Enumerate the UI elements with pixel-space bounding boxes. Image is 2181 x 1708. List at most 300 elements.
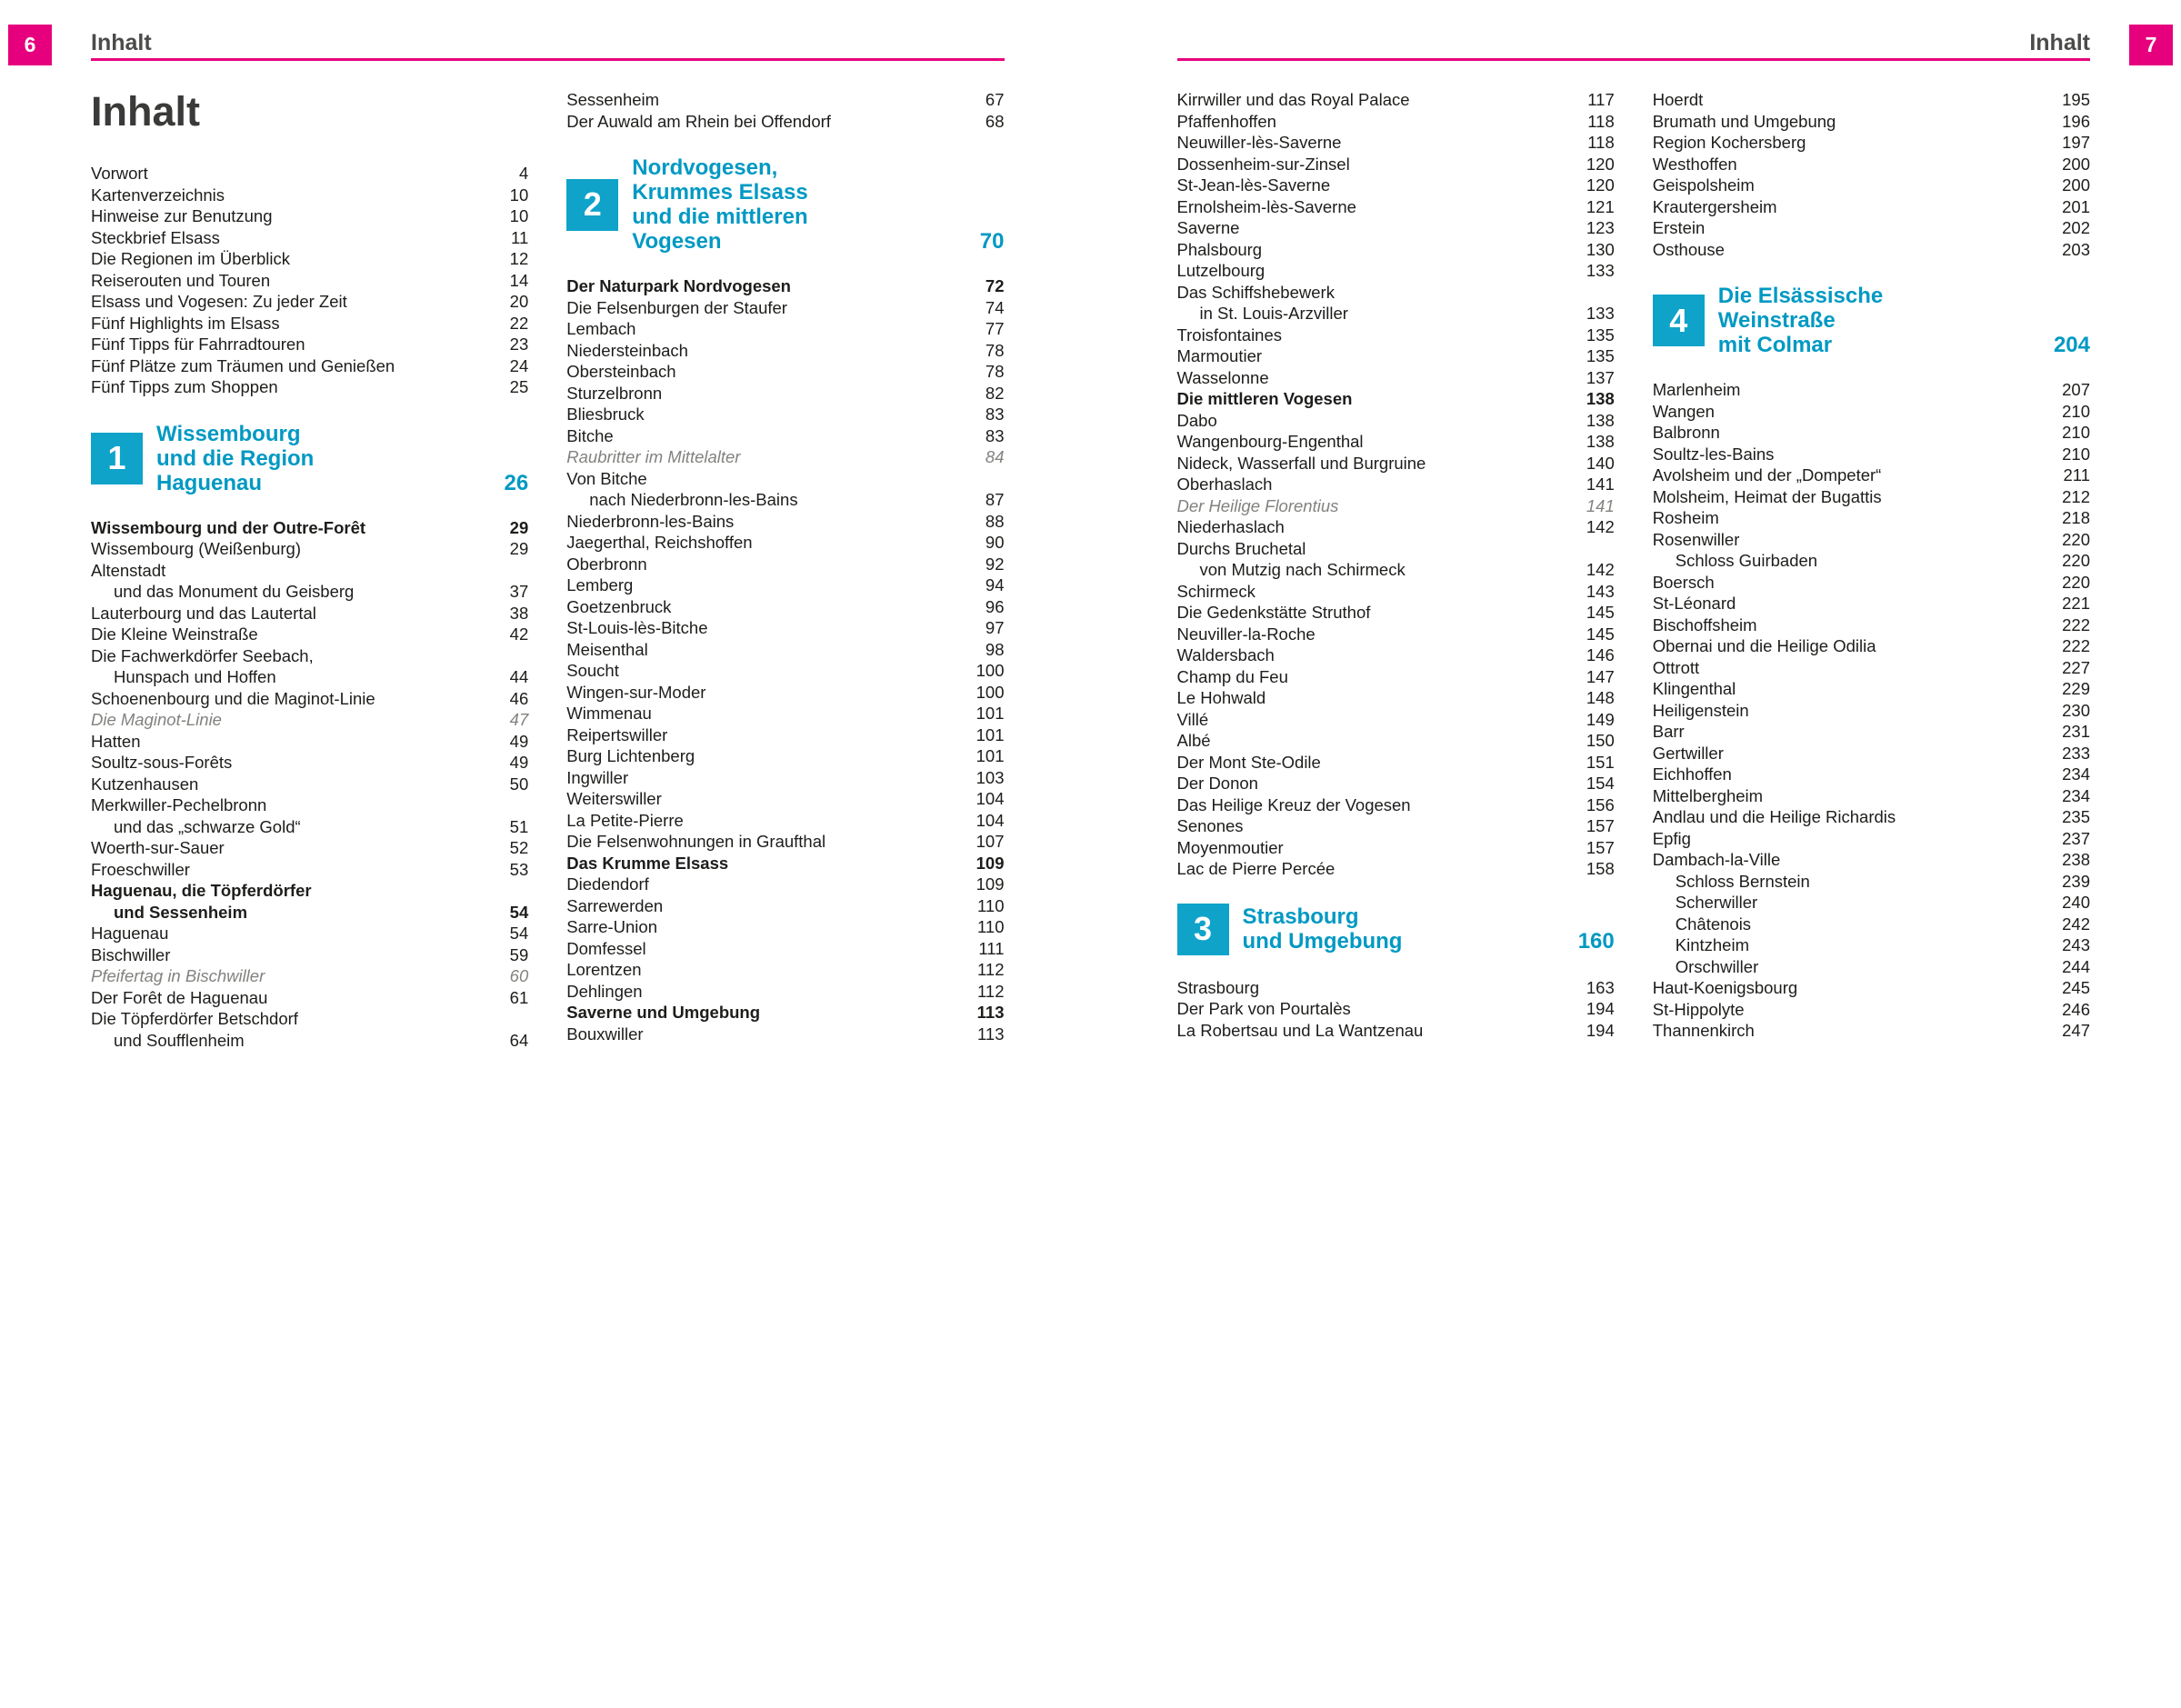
toc-entry-page: 78 bbox=[985, 362, 1005, 381]
toc-entry bbox=[1177, 644, 1615, 666]
toc-entry-title: Lorentzen bbox=[566, 960, 642, 979]
toc-entry-title: Châtenois bbox=[1675, 914, 1752, 934]
toc-entry bbox=[1177, 858, 1615, 880]
toc-entry-page: 111 bbox=[978, 938, 1005, 958]
toc-entry-title: Neuwiller-lès-Saverne bbox=[1176, 133, 1342, 152]
toc-entry-page: 92 bbox=[985, 554, 1005, 574]
toc-entry bbox=[566, 788, 1004, 810]
toc-entry-title: Der Auwald am Rhein bei Offendorf bbox=[566, 111, 831, 131]
toc-entry-title: Kirrwiller und das Royal Palace bbox=[1176, 90, 1410, 109]
toc-entry-title: Senones bbox=[1176, 816, 1244, 835]
toc-entry-title: Goetzenbruck bbox=[566, 596, 672, 616]
toc-entry-page: 60 bbox=[509, 966, 529, 985]
toc-entry-page: 145 bbox=[1586, 603, 1615, 622]
toc-entry-title: Marmoutier bbox=[1176, 346, 1263, 365]
toc-entry-title: Vorwort bbox=[91, 164, 148, 183]
toc-entry-page: 220 bbox=[2062, 572, 2090, 592]
toc-entry-title: Pfeifertag in Bischwiller bbox=[91, 966, 265, 985]
toc-entry bbox=[1177, 687, 1615, 709]
toc-entry-title: Oberhaslach bbox=[1176, 474, 1273, 494]
toc-entry-page: 83 bbox=[985, 425, 1005, 445]
toc-entry-page: 113 bbox=[977, 1024, 1005, 1044]
toc-entry bbox=[1177, 977, 1615, 999]
toc-entry bbox=[1177, 132, 1615, 154]
toc-entry-title: Elsass und Vogesen: Zu jeder Zeit bbox=[91, 292, 347, 311]
toc-entry-title: und das „schwarze Gold“ bbox=[114, 816, 301, 836]
toc-entry bbox=[91, 355, 528, 377]
toc-entry-page: 135 bbox=[1586, 325, 1615, 345]
toc-entry-page: 149 bbox=[1586, 709, 1615, 729]
toc-entry bbox=[91, 581, 528, 603]
toc-entry bbox=[1177, 794, 1615, 816]
toc-entry-page: 218 bbox=[2062, 508, 2090, 527]
toc-entry-page: 197 bbox=[2062, 133, 2090, 152]
toc-entry bbox=[566, 468, 1004, 490]
toc-entry bbox=[1177, 773, 1615, 794]
toc-entry-page: 142 bbox=[1586, 560, 1615, 579]
toc-entry-page: 53 bbox=[509, 859, 529, 879]
toc-entry bbox=[1653, 572, 2090, 594]
toc-entry-page: 147 bbox=[1586, 666, 1615, 686]
toc-entry-page: 143 bbox=[1586, 581, 1615, 601]
toc-entry-title: Schirmeck bbox=[1176, 581, 1256, 601]
toc-entry-title: Pfaffenhoffen bbox=[1176, 111, 1276, 131]
toc-entry bbox=[91, 291, 528, 313]
toc-entry-page: 51 bbox=[509, 816, 529, 836]
toc-entry-title: und Sessenheim bbox=[114, 902, 248, 922]
toc-entry-title: Der Donon bbox=[1176, 774, 1258, 793]
toc-entry-title: Woerth-sur-Sauer bbox=[91, 838, 225, 857]
toc-entry-page: 221 bbox=[2062, 594, 2090, 613]
toc-entry bbox=[1653, 806, 2090, 828]
toc-entry-page: 235 bbox=[2062, 807, 2090, 826]
toc-entry bbox=[91, 205, 528, 227]
toc-entry-title: Boersch bbox=[1652, 572, 1715, 592]
toc-entry bbox=[91, 774, 528, 795]
toc-entry bbox=[566, 596, 1004, 618]
section-title-line: Weinstraße bbox=[1717, 308, 1836, 333]
toc-entry bbox=[566, 511, 1004, 533]
toc-entry-page: 104 bbox=[975, 810, 1005, 830]
toc-entry-page: 141 bbox=[1586, 474, 1615, 494]
toc-entry-page: 200 bbox=[2062, 175, 2090, 195]
section-title bbox=[632, 155, 1004, 254]
toc-entry-title: Die Fachwerkdörfer Seebach, bbox=[91, 645, 314, 665]
toc-entry bbox=[1653, 914, 2090, 935]
toc-entry bbox=[566, 810, 1004, 832]
toc-entry-page: 158 bbox=[1586, 859, 1615, 878]
toc-entry-title: Der Heilige Florentius bbox=[1176, 495, 1339, 515]
toc-entry-page: 38 bbox=[509, 603, 529, 623]
toc-entry bbox=[566, 938, 1004, 960]
toc-entry-page: 133 bbox=[1586, 304, 1615, 323]
toc-entry-title: Reipertswiller bbox=[566, 724, 668, 744]
section-title bbox=[156, 422, 528, 495]
toc-entry-page: 138 bbox=[1586, 432, 1615, 451]
toc-entry bbox=[1177, 196, 1615, 218]
toc-entry-title: Haut-Koenigsbourg bbox=[1652, 978, 1798, 997]
toc-entry-page: 68 bbox=[985, 111, 1005, 131]
toc-entry-title: Niedersteinbach bbox=[566, 340, 688, 360]
toc-entry-title: Durchs Bruchetal bbox=[1176, 538, 1306, 558]
toc-entry-title: Rosheim bbox=[1652, 508, 1719, 527]
toc-entry-page: 110 bbox=[977, 917, 1005, 936]
toc-entry-title: Froeschwiller bbox=[91, 859, 190, 879]
toc-entry bbox=[1653, 422, 2090, 444]
toc-entry-page: 211 bbox=[2063, 465, 2090, 484]
toc-entry bbox=[1177, 538, 1615, 560]
toc-entry bbox=[1177, 175, 1615, 196]
toc-entry bbox=[1177, 154, 1615, 175]
toc-entry bbox=[1177, 815, 1615, 837]
toc-entry-page: 163 bbox=[1586, 977, 1615, 997]
header-rule-right bbox=[1177, 58, 2091, 61]
toc-entry-page: 145 bbox=[1586, 624, 1615, 644]
section-title-line: Die Elsässische bbox=[1717, 284, 1884, 308]
toc-entry bbox=[1653, 550, 2090, 572]
toc-entry bbox=[566, 703, 1004, 724]
toc-entry-title: Die Töpferdörfer Betschdorf bbox=[91, 1009, 298, 1028]
toc-entry bbox=[1177, 303, 1615, 325]
toc-entry-page: 103 bbox=[975, 767, 1005, 787]
toc-entry-title: Das Heilige Kreuz der Vogesen bbox=[1176, 794, 1411, 814]
toc-entry-title: Die Kleine Weinstraße bbox=[91, 624, 258, 644]
toc-entry-page: 52 bbox=[509, 838, 529, 857]
toc-entry bbox=[1177, 559, 1615, 581]
toc-entry-page: 29 bbox=[509, 517, 529, 537]
toc-entry-page: 229 bbox=[2062, 679, 2090, 698]
toc-entry bbox=[1653, 871, 2090, 893]
toc-entry bbox=[91, 731, 528, 753]
section-number-badge: 2 bbox=[566, 179, 618, 231]
toc-entry bbox=[1177, 709, 1615, 731]
toc-entry bbox=[91, 794, 528, 816]
toc-entry bbox=[1653, 721, 2090, 743]
toc-entry bbox=[91, 270, 528, 292]
toc-entry-page: 146 bbox=[1586, 645, 1615, 664]
toc-entry-title: Die Gedenkstätte Struthof bbox=[1176, 603, 1371, 622]
toc-entry-title: Bischwiller bbox=[91, 944, 171, 964]
toc-entry-page: 202 bbox=[2062, 218, 2090, 237]
toc-entry bbox=[566, 617, 1004, 639]
toc-entry-page: 74 bbox=[985, 297, 1005, 317]
toc-entry-page: 94 bbox=[985, 575, 1005, 594]
toc-entry-title: Die Maginot-Linie bbox=[91, 710, 222, 729]
toc-entry-title: Steckbrief Elsass bbox=[91, 227, 220, 247]
toc-entry-page: 78 bbox=[985, 340, 1005, 360]
toc-entry-page: 100 bbox=[975, 661, 1005, 680]
toc-entry-page: 210 bbox=[2062, 423, 2090, 442]
toc-entry-title: Kutzenhausen bbox=[91, 774, 199, 794]
toc-entry-page: 59 bbox=[509, 944, 529, 964]
toc-entry-title: Haguenau, die Töpferdörfer bbox=[91, 881, 312, 900]
toc-entry-page: 200 bbox=[2062, 154, 2090, 174]
toc-entry bbox=[1177, 217, 1615, 239]
toc-entry bbox=[1653, 999, 2090, 1021]
toc-entry-page: 72 bbox=[985, 276, 1005, 295]
toc-entry-page: 120 bbox=[1586, 154, 1615, 174]
toc-entry bbox=[1653, 700, 2090, 722]
toc-entry bbox=[566, 1024, 1004, 1045]
toc-entry bbox=[1177, 752, 1615, 774]
toc-entry-title: Nideck, Wasserfall und Burgruine bbox=[1176, 453, 1426, 473]
page-right bbox=[1091, 0, 2181, 1708]
section-header bbox=[566, 155, 1004, 254]
toc-entry-page: 113 bbox=[976, 1003, 1005, 1022]
toc-entry-title: Wingen-sur-Moder bbox=[566, 682, 706, 702]
toc-entry bbox=[91, 603, 528, 624]
toc-entry bbox=[1177, 325, 1615, 346]
toc-column-4 bbox=[1653, 89, 2090, 1042]
section-page-number: 160 bbox=[1577, 929, 1615, 954]
toc-entry-page: 112 bbox=[977, 981, 1005, 1001]
toc-entry bbox=[566, 916, 1004, 938]
toc-entry-title: Das Schiffshebewerk bbox=[1176, 282, 1335, 302]
toc-entry bbox=[1177, 111, 1615, 133]
toc-entry bbox=[91, 560, 528, 582]
toc-entry-title: Molsheim, Heimat der Bugattis bbox=[1652, 486, 1882, 506]
toc-entry-page: 23 bbox=[509, 335, 529, 354]
toc-entry bbox=[1653, 486, 2090, 508]
toc-entry bbox=[1653, 529, 2090, 551]
toc-entry-title: Wimmenau bbox=[566, 704, 652, 723]
toc-entry bbox=[91, 880, 528, 902]
toc-entry-page: 47 bbox=[509, 710, 529, 729]
toc-column-3 bbox=[1177, 89, 1615, 1042]
toc-entry-page: 11 bbox=[511, 227, 529, 247]
toc-entry-page: 10 bbox=[509, 206, 529, 225]
toc-entry-title: Niederhaslach bbox=[1176, 517, 1285, 536]
toc-entry bbox=[91, 334, 528, 355]
toc-entry-page: 97 bbox=[985, 618, 1005, 637]
toc-entry-page: 237 bbox=[2062, 828, 2090, 848]
toc-entry bbox=[1653, 678, 2090, 700]
section-title-line: Krummes Elsass bbox=[632, 180, 808, 205]
toc-entry bbox=[91, 837, 528, 859]
toc-entry bbox=[91, 248, 528, 270]
toc-entry-page: 222 bbox=[2062, 636, 2090, 655]
toc-entry bbox=[1653, 1020, 2090, 1042]
toc-entry-title: und das Monument du Geisberg bbox=[114, 582, 355, 601]
toc-entry-page: 96 bbox=[985, 596, 1005, 616]
section-title-line: Nordvogesen, bbox=[632, 155, 778, 180]
toc-entry-page: 83 bbox=[985, 405, 1005, 424]
toc-entry-title: Von Bitche bbox=[566, 468, 647, 488]
section-title-line: Strasbourg bbox=[1242, 904, 1359, 929]
toc-entry bbox=[1177, 89, 1615, 111]
header-rule-left bbox=[91, 58, 1005, 61]
toc-entry-page: 137 bbox=[1586, 367, 1615, 387]
toc-entry-page: 29 bbox=[509, 539, 529, 558]
toc-entry bbox=[91, 816, 528, 838]
toc-entry-page: 242 bbox=[2062, 914, 2090, 934]
toc-entry-title: Rosenwiller bbox=[1652, 529, 1740, 549]
toc-entry-page: 49 bbox=[509, 731, 529, 751]
toc-entry-title: Ottrott bbox=[1652, 657, 1700, 677]
toc-entry-title: Fünf Tipps zum Shoppen bbox=[91, 377, 278, 396]
toc-entry bbox=[91, 538, 528, 560]
toc-entry bbox=[566, 383, 1004, 405]
toc-entry-page: 201 bbox=[2062, 196, 2090, 216]
toc-entry-title: Albé bbox=[1176, 731, 1211, 750]
toc-entry-title: Haguenau bbox=[91, 924, 169, 943]
toc-entry-page: 14 bbox=[509, 270, 529, 290]
section-title-line: Wissembourg bbox=[156, 421, 301, 446]
section-page-number: 26 bbox=[504, 470, 529, 495]
toc-entry-page: 46 bbox=[509, 688, 529, 708]
toc-entry bbox=[566, 574, 1004, 596]
toc-entry-title: Region Kochersberg bbox=[1652, 133, 1806, 152]
toc-entry bbox=[566, 874, 1004, 895]
toc-entry bbox=[91, 624, 528, 645]
toc-entry bbox=[1653, 132, 2090, 154]
toc-entry-page: 243 bbox=[2062, 935, 2090, 954]
toc-entry-title: Diedendorf bbox=[566, 874, 649, 894]
toc-entry-page: 212 bbox=[2062, 486, 2090, 506]
toc-entry-page: 10 bbox=[509, 185, 529, 205]
toc-entry bbox=[91, 517, 528, 539]
toc-entry-title: St-Hippolyte bbox=[1652, 999, 1745, 1019]
toc-entry-title: Der Forêt de Haguenau bbox=[91, 987, 268, 1007]
toc-entry-page: 233 bbox=[2062, 743, 2090, 763]
toc-entry bbox=[566, 425, 1004, 447]
toc-entry-title: Kintzheim bbox=[1675, 935, 1749, 954]
toc-entry-title: Fünf Tipps für Fahrradtouren bbox=[91, 335, 305, 354]
toc-entry-page: 130 bbox=[1586, 239, 1615, 259]
toc-entry-page: 50 bbox=[509, 774, 529, 794]
toc-entry bbox=[566, 111, 1004, 133]
toc-entry bbox=[1177, 388, 1615, 410]
toc-entry bbox=[1177, 367, 1615, 389]
toc-entry-title: Bischoffsheim bbox=[1652, 614, 1757, 634]
toc-entry bbox=[1653, 956, 2090, 978]
toc-entry bbox=[91, 645, 528, 667]
toc-entry-page: 42 bbox=[509, 624, 529, 644]
toc-entry-page: 220 bbox=[2062, 529, 2090, 549]
toc-entry-title: Avolsheim und der „Dompeter“ bbox=[1652, 465, 1882, 484]
toc-entry-title: Obernai und die Heilige Odilia bbox=[1652, 636, 1876, 655]
toc-entry-title: Hunspach und Hoffen bbox=[114, 667, 276, 686]
toc-entry bbox=[91, 376, 528, 398]
section-title-line: und die mittleren bbox=[632, 205, 808, 229]
toc-entry-title: Thannenkirch bbox=[1652, 1021, 1755, 1040]
toc-entry-page: 156 bbox=[1586, 794, 1615, 814]
toc-entry bbox=[566, 853, 1004, 874]
toc-entry bbox=[91, 902, 528, 924]
toc-entry-page: 203 bbox=[2062, 239, 2090, 259]
toc-entry-page: 234 bbox=[2062, 785, 2090, 805]
toc-entry-page: 44 bbox=[509, 667, 529, 686]
toc-entry-page: 195 bbox=[2062, 90, 2090, 109]
toc-entry-page: 104 bbox=[975, 789, 1005, 808]
toc-entry-title: Schloss Guirbaden bbox=[1675, 551, 1818, 570]
toc-entry bbox=[566, 89, 1004, 111]
toc-entry-title: Waldersbach bbox=[1176, 645, 1275, 664]
toc-entry bbox=[91, 987, 528, 1009]
section-title-line: mit Colmar bbox=[1717, 333, 1833, 357]
toc-entry-page: 77 bbox=[985, 319, 1005, 338]
toc-entry-page: 107 bbox=[975, 832, 1005, 851]
toc-entry bbox=[91, 752, 528, 774]
toc-entry-page: 220 bbox=[2062, 551, 2090, 570]
toc-entry-title: Saverne und Umgebung bbox=[566, 1003, 761, 1022]
toc-entry-title: Merkwiller-Pechelbronn bbox=[91, 795, 267, 814]
toc-entry-page: 154 bbox=[1586, 774, 1615, 793]
section-number-badge: 4 bbox=[1653, 295, 1705, 346]
toc-entry-title: Bouxwiller bbox=[566, 1024, 644, 1044]
toc-entry-title: Fünf Highlights im Elsass bbox=[91, 313, 280, 333]
toc-entry bbox=[1653, 892, 2090, 914]
toc-entry-page: 4 bbox=[518, 164, 529, 183]
toc-entry-title: Soultz-les-Bains bbox=[1652, 444, 1775, 464]
toc-entry bbox=[566, 981, 1004, 1003]
toc-entry-title: Saverne bbox=[1176, 218, 1240, 237]
section-number-badge: 1 bbox=[91, 433, 143, 484]
toc-entry-title: Wangen bbox=[1652, 401, 1715, 421]
toc-entry bbox=[1653, 849, 2090, 871]
toc-entry-title: Schloss Bernstein bbox=[1675, 871, 1810, 891]
toc-entry bbox=[1177, 453, 1615, 474]
toc-entry bbox=[566, 361, 1004, 383]
toc-entry bbox=[1177, 474, 1615, 495]
toc-entry-title: Die Regionen im Überblick bbox=[91, 249, 291, 268]
toc-entry bbox=[1653, 593, 2090, 614]
toc-entry bbox=[1177, 1020, 1615, 1042]
toc-entry bbox=[91, 688, 528, 710]
toc-entry-page: 117 bbox=[1587, 90, 1615, 109]
toc-entry-title: La Petite-Pierre bbox=[566, 810, 684, 830]
toc-entry-page: 133 bbox=[1586, 261, 1615, 280]
toc-entry-title: Die Felsenwohnungen in Graufthal bbox=[566, 832, 826, 851]
section-page-number: 70 bbox=[979, 229, 1005, 254]
toc-entry-page: 84 bbox=[985, 447, 1005, 466]
toc-entry-page: 138 bbox=[1586, 410, 1615, 430]
toc-entry-title: Heiligenstein bbox=[1652, 700, 1749, 720]
toc-entry bbox=[1177, 516, 1615, 538]
toc-entry-page: 64 bbox=[509, 1030, 529, 1050]
section-title bbox=[1718, 284, 2090, 357]
toc-entry bbox=[566, 660, 1004, 682]
toc-entry-title: Dossenheim-sur-Zinsel bbox=[1176, 154, 1350, 174]
toc-entry-title: Wasselonne bbox=[1176, 367, 1269, 387]
toc-entry bbox=[91, 944, 528, 966]
toc-entry-title: Burg Lichtenberg bbox=[566, 746, 695, 765]
toc-entry-page: 240 bbox=[2062, 893, 2090, 912]
toc-entry-page: 140 bbox=[1586, 453, 1615, 473]
toc-entry-title: Bitche bbox=[566, 425, 614, 445]
toc-entry bbox=[1177, 260, 1615, 282]
toc-entry-title: Lembach bbox=[566, 319, 636, 338]
toc-entry bbox=[566, 831, 1004, 853]
toc-entry-title: Strasbourg bbox=[1176, 977, 1259, 997]
toc-entry-title: Die Felsenburgen der Staufer bbox=[566, 297, 787, 317]
toc-entry-title: Champ du Feu bbox=[1176, 666, 1288, 686]
toc-entry-page: 67 bbox=[985, 90, 1005, 109]
toc-entry-title: Krautergersheim bbox=[1652, 196, 1777, 216]
toc-entry-title: Hatten bbox=[91, 731, 141, 751]
toc-entry-page: 101 bbox=[975, 746, 1005, 765]
page-number-badge-left: 6 bbox=[8, 25, 52, 65]
toc-entry bbox=[91, 163, 528, 185]
toc-entry bbox=[1177, 282, 1615, 304]
toc-entry-title: Dambach-la-Ville bbox=[1652, 850, 1781, 869]
section-page-number: 204 bbox=[2053, 333, 2090, 357]
toc-entry-title: Gertwiller bbox=[1652, 743, 1724, 763]
toc-entry bbox=[1177, 998, 1615, 1020]
toc-entry bbox=[566, 554, 1004, 575]
toc-entry bbox=[91, 666, 528, 688]
section-header bbox=[1177, 904, 1615, 955]
